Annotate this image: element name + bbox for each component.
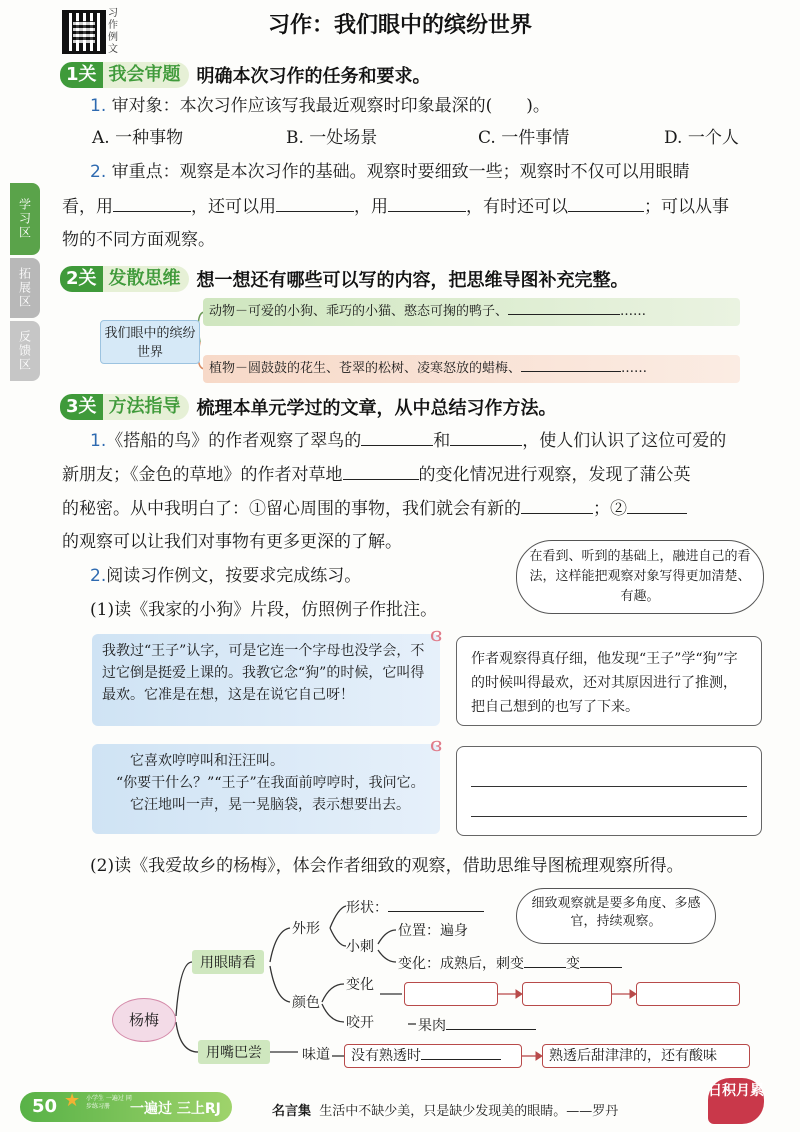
node-flesh	[418, 1014, 536, 1035]
node-shape	[346, 896, 484, 917]
unripe-label: 没有熟透时	[351, 1048, 421, 1064]
example2-line3: 它汪地叫一声，晃一晃脑袋，表示想要出去。	[130, 797, 410, 813]
node-color: 颜色	[292, 995, 320, 1011]
tip-cloud-2: 细致观察就是要多角度、多感官，持续观察。	[516, 888, 716, 944]
side-tab-extend[interactable]: 拓展区	[10, 258, 40, 318]
answer-blank[interactable]	[421, 1046, 501, 1060]
connector	[378, 930, 396, 944]
connector	[330, 928, 346, 946]
page-number: 50	[32, 1096, 58, 1117]
p1-text-b: 和	[433, 431, 451, 451]
node-appearance: 外形	[292, 921, 320, 937]
shape-label: 形状：	[346, 900, 388, 916]
connector	[330, 906, 346, 928]
q1-text: 审对象：本次习作应该写我最近观察时印象最深的( )。	[111, 96, 550, 116]
level2-desc: 想一想还有哪些可以写的内容，把思维导图补充完整。	[196, 270, 629, 291]
level3-sub2: (2)读《我爱故乡的杨梅》，体会作者细致的观察，借助思维导图梳理观察所得。	[90, 856, 684, 876]
level1-q2-line3: 物的不同方面观察。	[62, 230, 215, 250]
p1-text-e: 的变化情况进行观察，发现了蒲公英	[418, 465, 691, 485]
p1-text-d: 新朋友；《金色的草地》的作者对草地	[62, 465, 343, 485]
q2-text-2e: ；可以从事	[644, 197, 729, 217]
node-position: 位置：遍身	[398, 923, 468, 939]
option-c[interactable]: C. 一件事情	[478, 128, 570, 148]
option-b[interactable]: B. 一处场景	[286, 128, 378, 148]
qr-tag: 习作例文	[108, 8, 118, 55]
taste-unripe-box[interactable]	[344, 1044, 522, 1068]
daily-accumulate-badge: 日积月累	[708, 1078, 764, 1124]
footer-brand: 一遍过 三上RJ	[130, 1101, 221, 1117]
p1-text-c: ，使人们认识了这位可爱的	[522, 431, 727, 451]
node-change: 变化	[346, 977, 374, 993]
flesh-label: 果肉	[418, 1018, 446, 1034]
ellipsis: ……	[620, 304, 647, 319]
color-change-box-3[interactable]	[636, 982, 740, 1006]
thorn-change-b: 变	[566, 956, 580, 972]
answer-blank[interactable]	[446, 1014, 536, 1030]
mindmap2-root: 杨梅	[112, 998, 176, 1042]
level3-sub1: (1)读《我家的小狗》片段，仿照例子作批注。	[90, 600, 438, 620]
connector	[322, 1004, 344, 1022]
color-change-box-2[interactable]	[522, 982, 612, 1006]
connector	[378, 950, 396, 962]
q1-number: 1.	[90, 96, 107, 116]
connector	[176, 962, 192, 1016]
node-taste: 味道	[302, 1047, 330, 1063]
level1-name: 我会审题	[103, 62, 189, 88]
connector	[270, 928, 290, 962]
answer-blank[interactable]	[524, 952, 566, 968]
q2-text-1: 审重点：观察是本次习作的基础。观察时要细致一些；观察时不仅可以用眼睛	[111, 162, 690, 182]
p1-text-f: 的秘密。从中我明白了：①留心周围的事物，我们就会有新的	[62, 499, 521, 519]
star-icon: ★	[64, 1090, 81, 1111]
node-thorn: 小刺	[346, 939, 374, 955]
level2-num: 2关	[60, 266, 103, 292]
level3-p1-line4: 的观察可以让我们对事物有更多更深的了解。	[62, 532, 402, 552]
node-bite: 咬开	[346, 1015, 374, 1031]
footer-small-text: 小学生 一遍过 同步练习册	[86, 1095, 132, 1110]
option-a[interactable]: A. 一种事物	[92, 128, 184, 148]
p1-text-g: ；②	[593, 499, 627, 519]
ellipsis: ……	[621, 361, 648, 376]
node-eyes: 用眼睛看	[192, 950, 264, 974]
page-title: 习作：我们眼中的缤纷世界	[267, 13, 532, 38]
answer-blank[interactable]	[388, 896, 484, 912]
taste-ripe-box: 熟透后甜津津的，还有酸味	[542, 1044, 750, 1068]
level1-num: 1关	[60, 62, 103, 88]
node-thorn-change	[398, 952, 622, 973]
connector	[322, 984, 344, 1002]
level2-name: 发散思维	[103, 266, 189, 292]
answer-blank[interactable]	[580, 952, 622, 968]
example1-box: 我教过“王子”认字，可是它连一个字母也没学会，不过它倒是挺爱上课的。我教它念“狗”的时候，它叫得最欢。它准是在想，这是在说它自己呀！	[92, 634, 440, 726]
level1-desc: 明确本次习作的任务和要求。	[196, 66, 431, 87]
butterfly-icon: ɞ	[430, 622, 443, 646]
footer-quote	[272, 1100, 618, 1119]
branch-animals-text: 动物－可爱的小狗、乖巧的小猫、憨态可掬的鸭子、	[209, 304, 509, 319]
tip-cloud-1: 在看到、听到的基础上，融进自己的看法，这样能把观察对象写得更加清楚、有趣。	[516, 540, 764, 614]
butterfly-icon: ɞ	[430, 732, 443, 756]
q2-text-2b: ，还可以用	[191, 197, 276, 217]
connector	[270, 966, 290, 1002]
example2-line1: 它喜欢哼哼叫和汪汪叫。	[130, 753, 284, 769]
level3-desc: 梳理本单元学过的文章，从中总结习作方法。	[196, 398, 557, 419]
example2-line2: “你要干什么？”“王子”在我面前哼哼时，我问它。	[116, 775, 425, 791]
level3-name: 方法指导	[103, 394, 189, 420]
option-d[interactable]: D. 一个人	[664, 128, 739, 148]
p2-text: 阅读习作例文，按要求完成练习。	[106, 566, 362, 586]
quote-text: 生活中不缺少美，只是缺少发现美的眼睛。——罗丹	[319, 1104, 619, 1119]
q2-text-2a: 看，用	[62, 197, 113, 217]
node-mouth: 用嘴巴尝	[198, 1040, 270, 1064]
side-tab-study[interactable]: 学习区	[10, 183, 40, 255]
connector	[176, 1022, 198, 1052]
p1-number: 1.	[90, 431, 107, 451]
side-tab-feedback[interactable]: 反馈区	[10, 321, 40, 381]
q2-text-2c: ，用	[354, 197, 388, 217]
quote-label: 名言集	[272, 1104, 312, 1119]
q2-text-2d: ，有时还可以	[466, 197, 568, 217]
thorn-change-a: 变化：成熟后，刺变	[398, 956, 524, 972]
annotation-box-1: 作者观察得真仔细，他发现“王子”学“狗”字的时候叫得最欢，还对其原因进行了推测，把自己想到的也写了下来。	[456, 636, 762, 726]
color-change-box-1[interactable]	[404, 982, 498, 1006]
p1-text-a: 《搭船的鸟》的作者观察了翠鸟的	[106, 431, 362, 451]
branch-plants-text: 植物－圆鼓鼓的花生、苍翠的松树、凌寒怒放的蜡梅、	[209, 361, 522, 376]
q2-number: 2.	[90, 162, 107, 182]
mindmap1-root: 我们眼中的缤纷世界	[100, 320, 200, 364]
p2-number: 2.	[90, 566, 107, 586]
level3-num: 3关	[60, 394, 103, 420]
